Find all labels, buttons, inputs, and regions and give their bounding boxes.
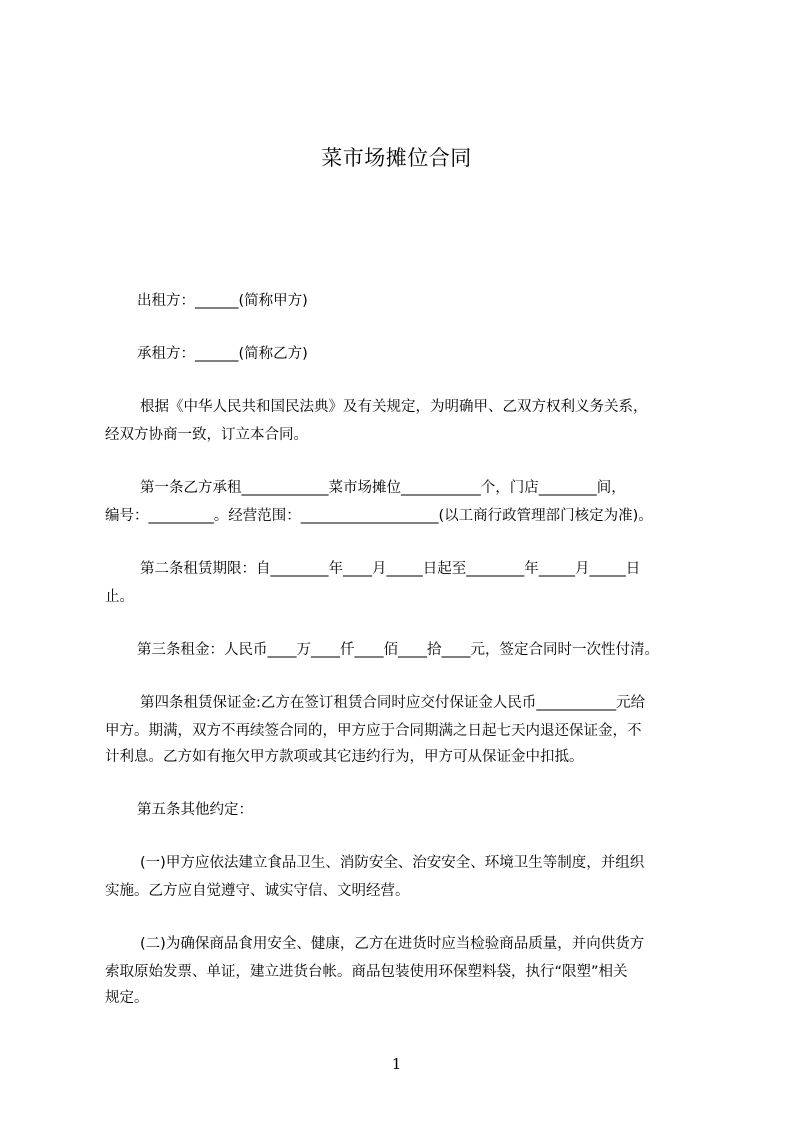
article5-line: 第五条其他约定：	[137, 802, 253, 818]
article3-line: 第三条租金：人民币____万____仟____佰____拾____元，签定合同时一次性付清。	[137, 642, 659, 658]
article4-line-2: 甲方。期满，双方不再续签合同的，甲方应于合同期满之日起七天内退还保证金，不	[105, 723, 642, 739]
article4-line-1: 第四条租赁保证金:乙方在签订租赁合同时应交付保证金人民币___________元给	[140, 695, 646, 711]
intro-line-1: 根据《中华人民共和国民法典》及有关规定，为明确甲、乙双方权利义务关系，	[140, 399, 648, 415]
clause2-line-1: (二)为确保商品食用安全、健康，乙方在进货时应当检验商品质量，并向供货方	[140, 936, 645, 952]
article4-line-3: 计利息。乙方如有拖欠甲方款项或其它违约行为，甲方可从保证金中扣抵。	[105, 749, 584, 765]
article2-line-2: 止。	[105, 589, 134, 605]
lessee-line: 承租方：______(简称乙方)	[137, 346, 308, 362]
clause1-line-1: (一)甲方应依法建立食品卫生、消防安全、治安安全、环境卫生等制度，并组织	[140, 855, 645, 871]
intro-line-2: 经双方协商一致，订立本合同。	[105, 427, 308, 443]
clause2-line-3: 规定。	[105, 990, 149, 1006]
clause1-line-2: 实施。乙方应自觉遵守、诚实守信、文明经营。	[105, 883, 410, 899]
article1-line-2: 编号：_________。经营范围：___________________(以工商行政管理部门核定为准)。	[105, 508, 653, 524]
document-title: 菜市场摊位合同	[321, 146, 472, 170]
lessor-line: 出租方：______(简称甲方)	[137, 293, 308, 309]
clause2-line-2: 索取原始发票、单证，建立进货台帐。商品包装使用环保塑料袋，执行“限塑”相关	[105, 964, 628, 980]
article1-line-1: 第一条乙方承租____________菜市场摊位___________个，门店________间，	[140, 480, 626, 496]
article2-line-1: 第二条租赁期限：自________年____月_____日起至________年_____月_____日	[140, 561, 641, 577]
page-number: 1	[391, 1055, 402, 1073]
